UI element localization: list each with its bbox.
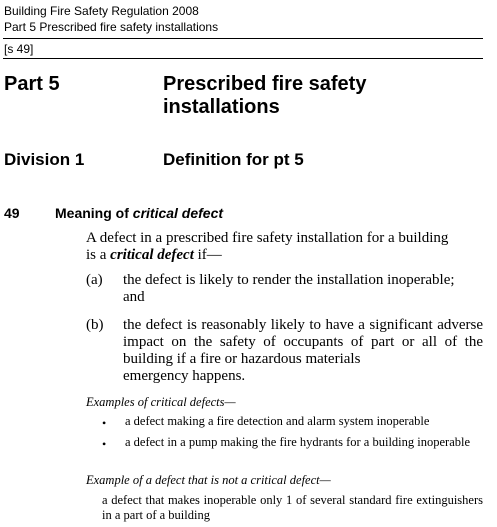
intro-line2: is a critical defect if—: [86, 247, 222, 263]
example-bullet-2: a defect in a pump making the fire hydrants for a building inoperable: [125, 435, 471, 449]
examples-heading: Examples of critical defects—: [86, 395, 236, 409]
example-bullet-1: a defect making a fire detection and alarm system inoperable: [125, 414, 430, 428]
header-divider-bottom: [3, 58, 483, 59]
intro-defined-term: critical defect: [110, 247, 194, 263]
item-b-text: the defect is reasonably likely to have a significant adverse impact on the safety of occupants of part or all of the building if a fire or hazardous materials emergency happens.: [123, 317, 484, 384]
section-title-term: critical defect: [132, 205, 224, 221]
intro-paragraph: [86, 230, 483, 264]
section-number: 49: [4, 205, 20, 221]
division-title: Definition for pt 5: [163, 150, 304, 169]
non-example-text: a defect that makes inoperable only 1 of several standard fire extinguishers in a part of a building: [102, 493, 484, 522]
part-label: Part 5: [4, 73, 60, 95]
item-a-label: (a): [86, 272, 103, 288]
bullet-icon: •: [102, 416, 107, 430]
item-b-label: (b): [86, 317, 104, 333]
running-header-part: Part 5 Prescribed fire safety installations: [4, 20, 219, 34]
intro-line1: A defect in a prescribed fire safety installation for a building: [86, 230, 449, 246]
header-divider-top: [3, 38, 483, 39]
section-title-prefix: Meaning of: [55, 205, 133, 221]
bullet-icon: •: [102, 437, 107, 451]
division-label: Division 1: [4, 150, 85, 169]
section-title: [55, 205, 223, 221]
non-example-heading: Example of a defect that is not a critical defect—: [86, 473, 331, 487]
part-title-line2: installations: [163, 96, 280, 118]
running-header-title: Building Fire Safety Regulation 2008: [4, 4, 199, 18]
item-a-text: the defect is likely to render the installation inoperable; and: [123, 272, 455, 305]
part-title: [163, 73, 463, 119]
part-title-line1: Prescribed fire safety: [163, 73, 367, 95]
section-reference: [s 49]: [4, 42, 34, 56]
